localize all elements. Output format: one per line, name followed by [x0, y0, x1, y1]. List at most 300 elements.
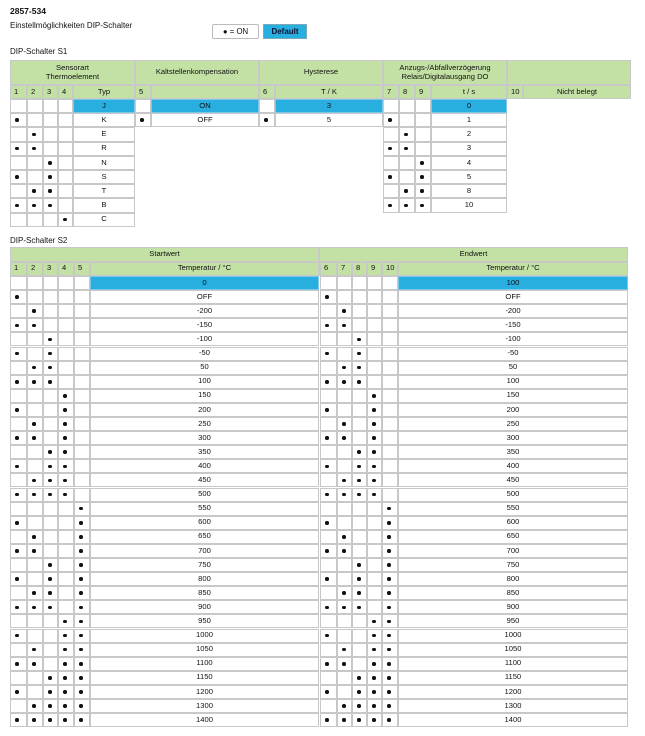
switch-cell: [74, 502, 90, 516]
switch-cell: [74, 304, 90, 318]
switch-header: 3: [43, 85, 58, 99]
switch-cell: [58, 318, 74, 332]
switch-cell: [10, 389, 27, 403]
switch-cell: [383, 113, 399, 127]
switch-cell: [337, 361, 352, 375]
switch-on-dot: [63, 648, 67, 652]
switch-on-dot: [48, 380, 52, 384]
switch-cell: [10, 713, 27, 727]
switch-on-dot: [15, 380, 19, 384]
switch-on-dot: [387, 549, 391, 553]
switch-cell: [367, 431, 382, 445]
switch-on-dot: [79, 507, 83, 511]
switch-on-dot: [48, 577, 52, 581]
switch-cell: [320, 657, 337, 671]
switch-cell: [382, 389, 398, 403]
switch-cell: [320, 445, 337, 459]
switch-cell: [58, 332, 74, 346]
switch-cell: [382, 685, 398, 699]
switch-on-dot: [48, 676, 52, 680]
switch-cell: [58, 445, 74, 459]
switch-on-dot: [32, 133, 36, 137]
switch-on-dot: [372, 408, 376, 412]
switch-cell: [383, 142, 399, 156]
switch-cell: [367, 318, 382, 332]
delay-value: 3: [431, 142, 507, 156]
switch-on-dot: [63, 620, 67, 624]
switch-on-dot: [15, 718, 19, 722]
switch-on-dot: [342, 718, 346, 722]
switch-on-dot: [387, 620, 391, 624]
switch-cell: [415, 170, 431, 184]
switch-cell: [337, 713, 352, 727]
switch-cell: [382, 290, 398, 304]
switch-on-dot: [372, 690, 376, 694]
switch-cell: [27, 643, 43, 657]
delay-value: 0: [431, 99, 507, 113]
switch-cell: [320, 699, 337, 713]
switch-cell: [43, 375, 58, 389]
switch-cell: [352, 459, 367, 473]
switch-cell: [10, 304, 27, 318]
switch-cell: [58, 558, 74, 572]
end-temp-value: 550: [398, 502, 628, 516]
end-temp-value: 1000: [398, 629, 628, 643]
switch-cell: [10, 600, 27, 614]
switch-cell: [10, 375, 27, 389]
switch-cell: [367, 614, 382, 628]
switch-cell: [74, 671, 90, 685]
switch-on-dot: [32, 204, 36, 208]
switch-on-dot: [15, 118, 19, 122]
switch-cell: [10, 671, 27, 685]
switch-on-dot: [325, 690, 329, 694]
switch-cell: [58, 488, 74, 502]
switch-cell: [58, 213, 73, 227]
switch-cell: [382, 361, 398, 375]
switch-cell: [337, 318, 352, 332]
switch-on-dot: [325, 493, 329, 497]
switch-cell: [352, 488, 367, 502]
switch-cell: [43, 99, 58, 113]
switch-cell: [367, 643, 382, 657]
switch-on-dot: [63, 436, 67, 440]
switch-cell: [10, 488, 27, 502]
switch-cell: [320, 417, 337, 431]
switch-on-dot: [32, 189, 36, 193]
switch-cell: [320, 544, 337, 558]
switch-on-dot: [79, 648, 83, 652]
switch-on-dot: [32, 479, 36, 483]
switch-cell: [320, 530, 337, 544]
switch-cell: [382, 332, 398, 346]
switch-cell: [58, 127, 73, 141]
switch-cell: [337, 643, 352, 657]
default-button[interactable]: Default: [263, 24, 307, 39]
switch-on-dot: [63, 634, 67, 638]
start-temp-value: 300: [90, 431, 319, 445]
header-kaltstelle: Kaltstellenkompensation: [135, 60, 259, 85]
switch-cell: [382, 318, 398, 332]
switch-cell: [10, 657, 27, 671]
switch-on-dot: [357, 352, 361, 356]
switch-cell: [337, 586, 352, 600]
switch-cell: [383, 170, 399, 184]
switch-on-dot: [404, 147, 408, 151]
switch-on-dot: [63, 493, 67, 497]
switch-on-dot: [342, 535, 346, 539]
switch-cell: [352, 332, 367, 346]
switch-cell: [415, 198, 431, 212]
switch-on-dot: [32, 648, 36, 652]
start-temp-value: 0: [90, 276, 319, 290]
switch-cell: [74, 459, 90, 473]
switch-cell: [382, 473, 398, 487]
switch-on-dot: [48, 704, 52, 708]
switch-cell: [337, 304, 352, 318]
on-legend: ● = ON: [212, 24, 259, 39]
switch-cell: [367, 347, 382, 361]
switch-cell: [337, 389, 352, 403]
switch-on-dot: [48, 366, 52, 370]
switch-cell: [58, 170, 73, 184]
switch-cell: [320, 290, 337, 304]
switch-on-dot: [325, 352, 329, 356]
switch-header: 7: [383, 85, 399, 99]
switch-on-dot: [63, 676, 67, 680]
switch-cell: [367, 685, 382, 699]
sensor-typ: S: [73, 170, 135, 184]
switch-cell: [415, 113, 431, 127]
switch-cell: [58, 156, 73, 170]
switch-cell: [382, 502, 398, 516]
switch-on-dot: [387, 690, 391, 694]
switch-cell: [320, 375, 337, 389]
sensor-typ: T: [73, 184, 135, 198]
switch-on-dot: [15, 204, 19, 208]
start-temp-value: 1300: [90, 699, 319, 713]
delay-value: 10: [431, 198, 507, 212]
switch-on-dot: [325, 324, 329, 328]
switch-cell: [74, 473, 90, 487]
switch-cell: [58, 473, 74, 487]
switch-cell: [58, 671, 74, 685]
switch-cell: [43, 445, 58, 459]
switch-cell: [382, 431, 398, 445]
start-temp-value: OFF: [90, 290, 319, 304]
switch-cell: [27, 488, 43, 502]
switch-cell: [27, 156, 43, 170]
switch-cell: [27, 502, 43, 516]
switch-cell: [74, 586, 90, 600]
switch-on-dot: [372, 422, 376, 426]
switch-cell: [352, 558, 367, 572]
switch-cell: [27, 213, 43, 227]
hyst-value: 5: [275, 113, 383, 127]
switch-on-dot: [372, 394, 376, 398]
switch-on-dot: [32, 324, 36, 328]
switch-on-dot: [48, 465, 52, 469]
switch-cell: [58, 459, 74, 473]
switch-cell: [320, 473, 337, 487]
switch-header: 8: [352, 262, 367, 276]
start-temp-value: 1400: [90, 713, 319, 727]
switch-on-dot: [15, 521, 19, 525]
switch-on-dot: [342, 436, 346, 440]
switch-cell: [337, 488, 352, 502]
switch-on-dot: [325, 606, 329, 610]
switch-on-dot: [48, 563, 52, 567]
switch-cell: [352, 375, 367, 389]
switch-on-dot: [79, 690, 83, 694]
switch-cell: [367, 657, 382, 671]
end-temp-value: 700: [398, 544, 628, 558]
switch-cell: [337, 516, 352, 530]
switch-cell: [352, 530, 367, 544]
switch-on-dot: [48, 175, 52, 179]
switch-on-dot: [63, 408, 67, 412]
switch-header: 1: [10, 262, 27, 276]
switch-cell: [43, 685, 58, 699]
switch-on-dot: [79, 704, 83, 708]
switch-on-dot: [325, 662, 329, 666]
switch-cell: [382, 572, 398, 586]
switch-on-dot: [342, 648, 346, 652]
switch-header: 10: [382, 262, 398, 276]
start-temp-value: 200: [90, 403, 319, 417]
switch-cell: [337, 403, 352, 417]
switch-cell: [352, 389, 367, 403]
switch-cell: [399, 198, 415, 212]
start-temp-value: 700: [90, 544, 319, 558]
switch-cell: [43, 361, 58, 375]
switch-cell: [10, 614, 27, 628]
switch-on-dot: [372, 436, 376, 440]
switch-on-dot: [63, 394, 67, 398]
switch-cell: [320, 389, 337, 403]
switch-on-dot: [342, 479, 346, 483]
start-temp-value: 1000: [90, 629, 319, 643]
header-sensorart: Sensorart Thermoelement: [10, 60, 135, 85]
switch-on-dot: [325, 549, 329, 553]
switch-cell: [10, 699, 27, 713]
switch-on-dot: [63, 690, 67, 694]
start-temp-value: 150: [90, 389, 319, 403]
switch-cell: [367, 459, 382, 473]
switch-cell: [27, 99, 43, 113]
switch-on-dot: [32, 422, 36, 426]
start-temp-value: 800: [90, 572, 319, 586]
switch-on-dot: [372, 450, 376, 454]
switch-cell: [27, 600, 43, 614]
switch-cell: [10, 530, 27, 544]
start-temp-value: 600: [90, 516, 319, 530]
switch-cell: [415, 142, 431, 156]
switch-on-dot: [342, 309, 346, 313]
switch-on-dot: [48, 479, 52, 483]
s1-section-label: DIP-Schalter S1: [10, 47, 68, 56]
switch-on-dot: [32, 535, 36, 539]
switch-on-dot: [15, 690, 19, 694]
start-temp-value: 400: [90, 459, 319, 473]
switch-header: 2: [27, 85, 43, 99]
switch-on-dot: [15, 147, 19, 151]
switch-on-dot: [48, 161, 52, 165]
switch-on-dot: [357, 676, 361, 680]
end-temp-value: OFF: [398, 290, 628, 304]
switch-cell: [74, 318, 90, 332]
switch-on-dot: [372, 718, 376, 722]
switch-on-dot: [63, 718, 67, 722]
switch-cell: [43, 713, 58, 727]
switch-cell: [352, 586, 367, 600]
sensor-typ: K: [73, 113, 135, 127]
switch-cell: [74, 488, 90, 502]
switch-cell: [382, 276, 398, 290]
switch-on-dot: [387, 648, 391, 652]
switch-cell: [320, 304, 337, 318]
switch-on-dot: [342, 324, 346, 328]
switch-cell: [43, 502, 58, 516]
switch-on-dot: [63, 218, 67, 222]
switch-on-dot: [357, 465, 361, 469]
switch-cell: [43, 113, 58, 127]
switch-cell: [399, 184, 415, 198]
page-title: 2857-534: [10, 6, 46, 16]
switch-cell: [352, 318, 367, 332]
switch-cell: [27, 332, 43, 346]
switch-on-dot: [63, 450, 67, 454]
header-anzug: Anzugs-/Abfallverzögerung Relais/Digitalausgang DO: [383, 60, 507, 85]
switch-cell: [27, 558, 43, 572]
switch-cell: [27, 657, 43, 671]
switch-on-dot: [32, 366, 36, 370]
switch-cell: [43, 318, 58, 332]
switch-on-dot: [387, 634, 391, 638]
switch-cell: [352, 304, 367, 318]
switch-cell: [74, 276, 90, 290]
header-hysterese: Hysterese: [259, 60, 383, 85]
s2-section-label: DIP-Schalter S2: [10, 236, 68, 245]
startwert-header: Startwert: [10, 247, 319, 262]
switch-cell: [135, 99, 151, 113]
switch-cell: [74, 361, 90, 375]
switch-on-dot: [48, 606, 52, 610]
switch-cell: [352, 445, 367, 459]
switch-on-dot: [342, 606, 346, 610]
switch-cell: [58, 614, 74, 628]
switch-cell: [43, 142, 58, 156]
switch-on-dot: [48, 352, 52, 356]
switch-cell: [352, 544, 367, 558]
switch-on-dot: [325, 436, 329, 440]
switch-on-dot: [342, 366, 346, 370]
switch-cell: [320, 403, 337, 417]
end-temp-value: 600: [398, 516, 628, 530]
switch-on-dot: [420, 204, 424, 208]
switch-cell: [399, 170, 415, 184]
switch-cell: [74, 431, 90, 445]
switch-cell: [352, 699, 367, 713]
switch-cell: [415, 99, 431, 113]
switch-on-dot: [325, 295, 329, 299]
end-temp-value: 850: [398, 586, 628, 600]
switch-cell: [337, 530, 352, 544]
switch-cell: [337, 290, 352, 304]
end-temp-value: 1100: [398, 657, 628, 671]
switch-cell: [320, 459, 337, 473]
switch-on-dot: [372, 634, 376, 638]
switch-on-dot: [404, 204, 408, 208]
switch-on-dot: [32, 591, 36, 595]
switch-cell: [58, 685, 74, 699]
switch-cell: [43, 516, 58, 530]
switch-cell: [337, 685, 352, 699]
switch-on-dot: [387, 563, 391, 567]
switch-on-dot: [15, 408, 19, 412]
switch-cell: [337, 459, 352, 473]
switch-cell: [382, 417, 398, 431]
switch-cell: [74, 713, 90, 727]
switch-cell: [27, 544, 43, 558]
switch-cell: [382, 558, 398, 572]
switch-cell: [352, 600, 367, 614]
switch-cell: [320, 685, 337, 699]
switch-on-dot: [357, 479, 361, 483]
switch-cell: [352, 643, 367, 657]
switch-cell: [74, 332, 90, 346]
switch-on-dot: [357, 718, 361, 722]
switch-cell: [382, 657, 398, 671]
switch-on-dot: [387, 507, 391, 511]
switch-cell: [352, 572, 367, 586]
switch-cell: [399, 142, 415, 156]
switch-cell: [74, 643, 90, 657]
end-temp-value: 50: [398, 361, 628, 375]
switch-cell: [367, 276, 382, 290]
switch-on-dot: [357, 690, 361, 694]
switch-on-dot: [79, 620, 83, 624]
switch-on-dot: [325, 408, 329, 412]
switch-cell: [415, 156, 431, 170]
switch-cell: [367, 558, 382, 572]
switch-on-dot: [32, 606, 36, 610]
switch-cell: [43, 657, 58, 671]
switch-cell: [399, 99, 415, 113]
switch-on-dot: [387, 704, 391, 708]
switch-header: 6: [320, 262, 337, 276]
switch-cell: [10, 558, 27, 572]
switch-cell: [43, 586, 58, 600]
switch-on-dot: [15, 295, 19, 299]
switch-cell: [43, 671, 58, 685]
switch-cell: [320, 671, 337, 685]
switch-cell: [382, 530, 398, 544]
start-temp-value: 950: [90, 614, 319, 628]
switch-cell: [58, 530, 74, 544]
switch-on-dot: [387, 591, 391, 595]
switch-cell: [352, 473, 367, 487]
switch-cell: [10, 643, 27, 657]
page-subtitle: Einstellmöglichkeiten DIP-Schalter: [10, 21, 133, 30]
switch-cell: [27, 276, 43, 290]
switch-cell: [43, 389, 58, 403]
switch-cell: [337, 375, 352, 389]
switch-header: 9: [367, 262, 382, 276]
switch-cell: [367, 389, 382, 403]
switch-cell: [58, 643, 74, 657]
switch-cell: [367, 375, 382, 389]
